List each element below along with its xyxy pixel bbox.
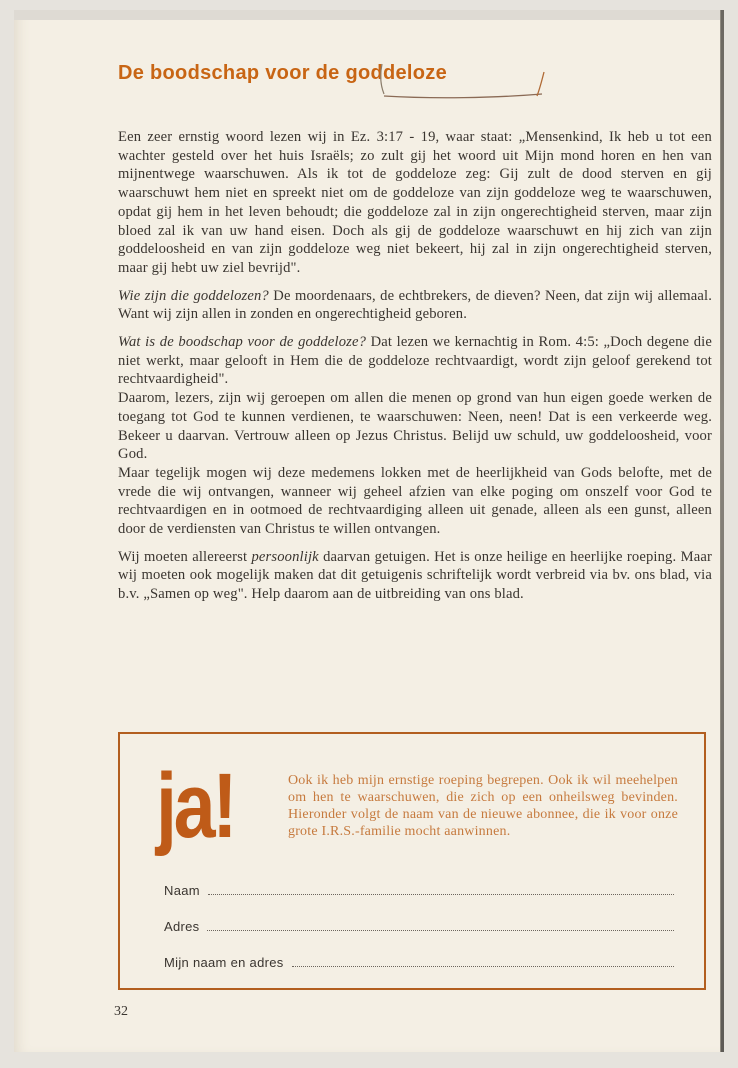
- paragraph-message: [118, 333, 712, 389]
- article-title: De boodschap voor de goddeloze: [118, 62, 448, 84]
- own-name-address-line[interactable]: [292, 966, 674, 967]
- paragraph-testimony: [118, 548, 712, 604]
- paragraph-who: [118, 287, 712, 324]
- handwritten-underline-mark: [374, 58, 564, 102]
- subscription-coupon: [118, 732, 706, 990]
- testimony-emphasis: persoonlijk: [251, 548, 319, 565]
- coupon-text: Ook ik heb mijn ernstige roeping begrepen. Ook ik wil meehelpen om hen te waarschuwen, die zich op een onheilsweg bevinden. Hieronder volgt de naam van de nieuwe abonnee, die ik voor onze grote I.R.S.-familie mocht aanwinnen.: [288, 773, 678, 839]
- address-field[interactable]: [164, 916, 674, 934]
- page-number: 32: [114, 1004, 128, 1019]
- magazine-page: [14, 10, 721, 1052]
- own-name-address-label: Mijn naam en adres: [164, 955, 284, 970]
- paragraph-promise: Maar tegelijk mogen wij deze medemens lokken met de heerlijkheid van Gods belofte, met de vrede die wij ontvangen, wanneer wij geheel afzien van elke poging om onszelf voor God te rechtvaardigen en in ootmoed de rechtvaardiging alleen uit genade, alleen als een gunst, alleen door de verdiensten van Christus te willen ontvangen.: [118, 464, 712, 538]
- name-line[interactable]: [208, 894, 674, 895]
- answer-message: Dat lezen we kernachtig in Rom. 4:5: „Doch degene die niet werkt, maar gelooft in Hem die de goddeloze rechtvaardigt, wordt zijn geloof gerekend tot rechtvaardigheid".: [118, 334, 712, 388]
- ja-logo: ja!: [156, 755, 235, 857]
- name-field[interactable]: [164, 880, 674, 898]
- testimony-rest: daarvan getuigen. Het is onze heilige en heerlijke roeping. Maar wij moeten ook mogelijk maken dat dit getuigenis schriftelijk wordt verbreid via bv. ons blad, via b.v. „Samen op weg". Help daarom aan de uitbreiding van ons blad.: [118, 548, 712, 603]
- article-body: [118, 128, 712, 613]
- own-name-address-field[interactable]: [164, 952, 674, 970]
- name-label: Naam: [164, 883, 200, 898]
- page-top-edge: [14, 10, 720, 20]
- testimony-start: Wij moeten allereerst: [118, 548, 252, 565]
- answer-who: De moordenaars, de echtbrekers, de dieven? Neen, dat zijn wij allemaal. Want wij zijn allen in zonden en ongerechtigheid geboren.: [118, 287, 712, 323]
- page-edge-shadow: [721, 10, 724, 1052]
- address-label: Adres: [164, 919, 200, 934]
- address-line[interactable]: [207, 930, 674, 931]
- paragraph-warning: Daarom, lezers, zijn wij geroepen om allen die menen op grond van hun eigen goede werken de toegang tot God te kunnen verdienen, te waarschuwen: Neen, neen! Dat is een verkeerde weg. Bekeer u daarvan. Vertrouw alleen op Jezus Christus. Belijd uw schuld, uw goddeloosheid, voor God.: [118, 390, 712, 463]
- question-message: Wat is de boodschap voor de goddeloze?: [118, 334, 367, 351]
- question-who: Wie zijn die goddelozen?: [118, 287, 269, 304]
- paragraph-ezekiel: Een zeer ernstig woord lezen wij in Ez. 3:17 - 19, waar staat: „Mensenkind, Ik heb u tot een wachter gesteld over het huis Israëls; zo zult gij het woord uit Mijn mond horen en hen van mijnentwege waarschuwen. Als ik tot de goddeloze zeg: Gij zult de dood sterven en gij waarschuwt hem niet en spreekt niet om de goddeloze van zijn goddeloze weg te waarschuwen, opdat gij hem in het leven behoudt; die goddeloze zal in zijn ongerechtigheid sterven, maar zijn bloed zal ik van uw hand eisen. Doch als gij de goddeloze waarschuwt en hij zich van zijn goddeloosheid en van zijn goddeloze weg niet bekeert, hij zal in zijn ongerechtigheid sterven, maar gij hebt uw ziel bevrijd".: [118, 129, 712, 276]
